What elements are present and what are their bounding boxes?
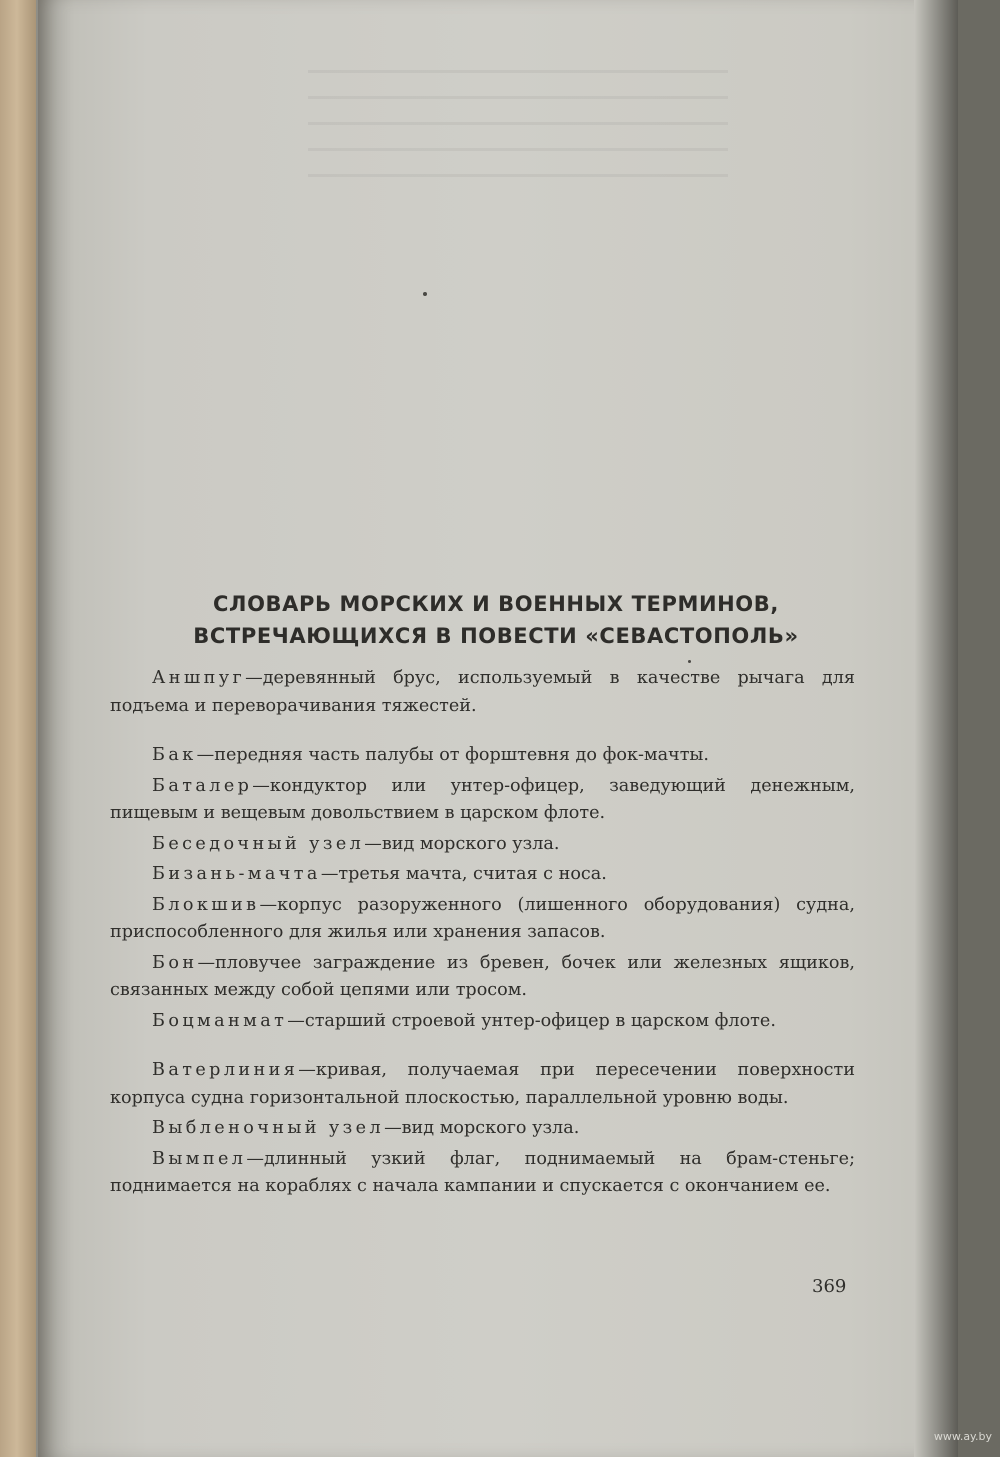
title-line-1: СЛОВАРЬ МОРСКИХ И ВОЕННЫХ ТЕРМИНОВ, xyxy=(213,592,779,616)
entry-definition: —вид морского узла. xyxy=(384,1118,580,1138)
entry-definition: —деревянный брус, используемый в качестве рычага для подъема и переворачивания тяжестей. xyxy=(110,668,855,716)
entry-definition: —третья мачта, считая с носа. xyxy=(320,864,607,884)
entry-term: Беседочный узел xyxy=(152,833,365,854)
entry-blokshiv xyxy=(110,892,855,947)
entry-term: Аншпуг xyxy=(152,668,246,688)
entry-term: Бак xyxy=(152,745,197,765)
entry-definition: —вид морского узла. xyxy=(364,833,560,854)
entry-definition: —передняя часть палубы от форштевня до фок-мачты. xyxy=(196,745,710,765)
entry-definition: —пловучее заграждение из бревен, бочек или железных ящиков, связанных между собой цепями или тросом. xyxy=(110,952,855,1000)
entry-term: Бизань-мачта xyxy=(152,864,321,884)
title-line-2: ВСТРЕЧАЮЩИХСЯ В ПОВЕСТИ «СЕВАСТОПОЛЬ» xyxy=(193,624,799,648)
entry-term: Баталер xyxy=(152,775,253,796)
entry-term: Выбленочный узел xyxy=(152,1118,385,1138)
entry-botsmanmat xyxy=(110,1008,855,1036)
entry-vyblenochny-uzel xyxy=(110,1115,855,1143)
paper-speck xyxy=(688,660,691,663)
entry-anshpug xyxy=(110,665,855,720)
glossary-title xyxy=(138,588,854,652)
entry-definition: —кривая, получаемая при пересечении поверхности корпуса судна горизонтальной плоскостью, параллельной уровню воды. xyxy=(110,1060,855,1108)
glossary-entries xyxy=(110,665,855,1204)
entry-definition: —старший строевой унтер-офицер в царском флоте. xyxy=(287,1010,776,1031)
entry-vaterliniya xyxy=(110,1057,855,1112)
entry-bak xyxy=(110,742,855,770)
entry-bataler xyxy=(110,773,855,828)
entry-term: Бон xyxy=(152,952,198,973)
entry-besedochny-uzel xyxy=(110,831,855,859)
entry-vympel xyxy=(110,1146,855,1201)
show-through-text xyxy=(308,70,728,190)
page-edge-shadow xyxy=(914,0,958,1457)
entry-term: Блокшив xyxy=(152,894,260,915)
entry-term: Вымпел xyxy=(152,1148,247,1169)
entry-definition: —корпус разоруженного (лишенного оборудования) судна, приспособленного для жилья или хранения запасов. xyxy=(110,894,855,942)
entry-term: Боцманмат xyxy=(152,1010,288,1031)
entry-definition: —длинный узкий флаг, поднимаемый на брам-стеньге; поднимается на кораблях с начала кампании и спускается с окончанием ее. xyxy=(110,1148,855,1196)
page-number: 369 xyxy=(812,1276,847,1297)
paper-speck xyxy=(423,292,427,296)
site-watermark: www.ay.by xyxy=(933,1430,992,1443)
entry-term: Ватерлиния xyxy=(152,1060,299,1080)
entry-bizan-machta xyxy=(110,861,855,889)
entry-bon xyxy=(110,950,855,1005)
entry-definition: —кондуктор или унтер-офицер, заведующий денежным, пищевым и вещевым довольствием в царском флоте. xyxy=(110,775,855,823)
